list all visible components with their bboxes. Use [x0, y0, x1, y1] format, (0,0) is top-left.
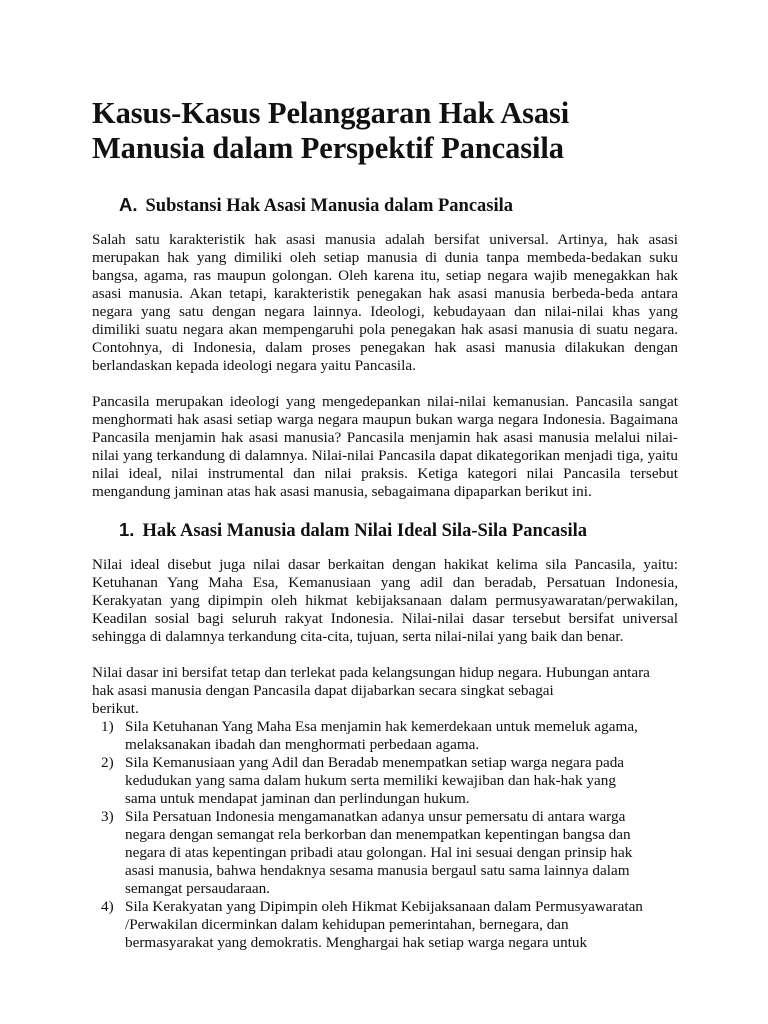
paragraph: Salah satu karakteristik hak asasi manusia adalah bersifat universal. Artinya, hak asasi merupakan hak yang dimiliki oleh setiap manusia di dunia tanpa membeda-bedakan suku bangsa, agama, ras maupun golongan. Oleh karena itu, setiap negara wajib menegakkan hak asasi manusia. Akan tetapi, karakteristik penegakan hak asasi manusia berbeda-beda antara negara yang satu dengan negara lainnya. Ideologi, kebudayaan dan nilai-nilai khas yang dimiliki suatu negara akan mempengaruhi pola penegakan hak asasi manusia di suatu negara. Contohnya, di Indonesia, dalam proses penegakan hak asasi manusia dilakukan dengan berlandaskan kepada ideologi negara yaitu Pancasila. — [92, 231, 678, 374]
text-line: semangat persaudaraan. — [125, 880, 271, 897]
document-title: Kasus-Kasus Pelanggaran Hak Asasi Manusia dalam Perspektif Pancasila — [92, 96, 570, 165]
text-line: melaksanakan ibadah dan menghormati perbedaan agama. — [125, 736, 480, 753]
text-line: negara di atas kepentingan pribadi atau golongan. Hal ini sesuai dengan prinsip hak — [125, 844, 633, 861]
list-number: 1) — [101, 718, 114, 735]
list-item — [92, 808, 678, 898]
text-line: asasi manusia, bahwa hendaknya sesama manusia bergaul satu sama lainnya dalam — [125, 862, 630, 879]
list-item — [92, 898, 678, 952]
paragraph: Nilai ideal disebut juga nilai dasar berkaitan dengan hakikat kelima sila Pancasila, yaitu: Ketuhanan Yang Maha Esa, Kemanusiaan yang adil dan beradab, Persatuan Indonesia, Kerakyatan yang dipimpin oleh hikmat kebijaksanaan dalam permusyawaratan/perwakilan, Keadilan sosial bagi seluruh rakyat Indonesia. Nilai-nilai dasar tersebut bersifat universal sehingga di dalamnya terkandung cita-cita, tujuan, serta nilai-nilai yang baik dan benar. — [92, 556, 678, 645]
list-number: 3) — [101, 808, 114, 825]
text-line: bermasyarakat yang demokratis. Menghargai hak setiap warga negara untuk — [125, 934, 588, 951]
text-line: Sila Persatuan Indonesia mengamanatkan adanya unsur pemersatu di antara warga — [125, 808, 626, 825]
list-number: 4) — [101, 898, 114, 915]
text-line: hak asasi manusia dengan Pancasila dapat dijabarkan secara singkat sebagai — [92, 682, 554, 699]
list-number: 2) — [101, 754, 114, 771]
text-line: Sila Kerakyatan yang Dipimpin oleh Hikmat Kebijaksanaan dalam Permusyawaratan — [125, 898, 643, 915]
section-heading-1: 1. Hak Asasi Manusia dalam Nilai Ideal Sila-Sila Pancasila — [119, 519, 588, 541]
text-line: berikut. — [92, 700, 139, 717]
paragraph — [92, 664, 678, 718]
text-line: negara dengan semangat rela berkorban dan menempatkan kepentingan bangsa dan — [125, 826, 631, 843]
text-line: Sila Ketuhanan Yang Maha Esa menjamin hak kemerdekaan untuk memeluk agama, — [125, 718, 638, 735]
paragraph: Pancasila merupakan ideologi yang mengedepankan nilai-nilai kemanusian. Pancasila sangat menghormati hak asasi setiap warga negara maupun bukan warga negara Indonesia. Bagaimana Pancasila menjamin hak asasi manusia? Pancasila menjamin hak asasi manusia melalui nilai-nilai yang terkandung di dalamnya. Nilai-nilai Pancasila dapat dikategorikan menjadi tiga, yaitu nilai ideal, nilai instrumental dan nilai praksis. Ketiga kategori nilai Pancasila tersebut mengandung jaminan atas hak asasi manusia, sebagaimana dipaparkan berikut ini. — [92, 393, 678, 500]
text-line: /Perwakilan dicerminkan dalam kehidupan pemerintahan, bernegara, dan — [125, 916, 569, 933]
list-item — [92, 718, 678, 754]
document-page — [92, 96, 678, 952]
list-item — [92, 754, 678, 808]
text-line: Nilai dasar ini bersifat tetap dan terlekat pada kelangsungan hidup negara. Hubungan antara — [92, 664, 650, 681]
numbered-list — [92, 718, 678, 952]
text-line: sama untuk mendapat jaminan dan perlindungan hukum. — [125, 790, 470, 807]
section-heading-a: A. Substansi Hak Asasi Manusia dalam Pancasila — [119, 194, 514, 216]
text-line: Sila Kemanusiaan yang Adil dan Beradab menempatkan setiap warga negara pada — [125, 754, 625, 771]
text-line: kedudukan yang sama dalam hukum serta memiliki kewajiban dan hak-hak yang — [125, 772, 616, 789]
